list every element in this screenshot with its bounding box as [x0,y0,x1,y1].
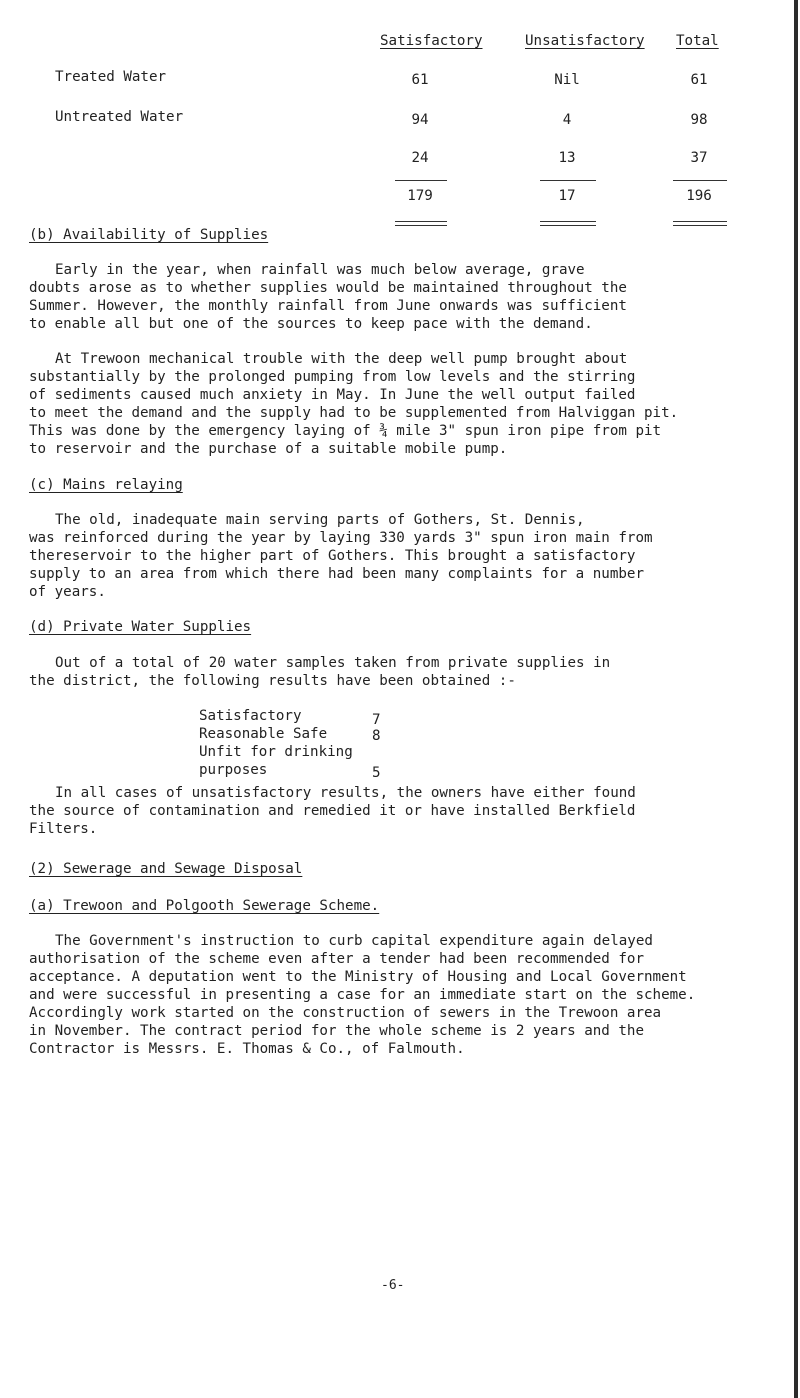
text-line: authorisation of the scheme even after a tender had been recommended for [29,951,644,967]
text-line: doubts arose as to whether supplies would be maintained throughout the [29,280,627,296]
text-line: In all cases of unsatisfactory results, the owners have either found [55,785,636,801]
text-line: was reinforced during the year by laying 330 yards 3" spun iron main from [29,530,653,546]
row-label-treated: Treated Water [55,69,167,85]
text-line: Filters. [29,821,98,837]
subtotal-rule [673,180,727,181]
cell: Nil [554,72,580,88]
text-line: the district, the following results have been obtained :- [29,673,516,689]
result-label: Reasonable Safe [199,726,328,742]
result-label: Satisfactory [199,708,302,724]
section-2a-heading: (a) Trewoon and Polgooth Sewerage Scheme. [29,898,380,914]
subtotal-rule [395,180,447,181]
row-label-untreated: Untreated Water [55,109,184,125]
text-line: and were successful in presenting a case for an immediate start on the scheme. [29,987,696,1003]
total-cell: 17 [558,188,576,204]
section-d-heading: (d) Private Water Supplies [29,619,252,635]
result-value: 5 [372,765,381,781]
total-double-rule [395,221,447,226]
text-line: Out of a total of 20 water samples taken from private supplies in [55,655,611,671]
text-line: Contractor is Messrs. E. Thomas & Co., of Falmouth. [29,1041,465,1057]
text-line: to reservoir and the purchase of a suitable mobile pump. [29,441,508,457]
header-unsatisfactory: Unsatisfactory [525,33,645,49]
text-line: This was done by the emergency laying of ¾ mile 3" spun iron pipe from pit [29,423,662,439]
total-double-rule [540,221,596,226]
result-label: purposes [199,762,268,778]
page-edge-shadow [794,0,798,1398]
text-line: thereservoir to the higher part of Gothers. This brought a satisfactory [29,548,636,564]
text-line: supply to an area from which there had been many complaints for a number [29,566,644,582]
header-total: Total [676,33,719,49]
text-line: The old, inadequate main serving parts of Gothers, St. Dennis, [55,512,585,528]
text-line: to meet the demand and the supply had to be supplemented from Halviggan pit. [29,405,679,421]
cell: 37 [690,150,708,166]
page-number: -6- [381,1278,405,1293]
total-cell: 179 [407,188,433,204]
text-line: the source of contamination and remedied it or have installed Berkfield [29,803,636,819]
subtotal-rule [540,180,596,181]
cell: 61 [690,72,708,88]
total-cell: 196 [686,188,712,204]
total-double-rule [673,221,727,226]
cell: 98 [690,112,708,128]
result-label: Unfit for drinking [199,744,353,760]
cell: 94 [411,112,429,128]
text-line: acceptance. A deputation went to the Ministry of Housing and Local Government [29,969,687,985]
cell: 61 [411,72,429,88]
cell: 13 [558,150,576,166]
text-line: Early in the year, when rainfall was much below average, grave [55,262,585,278]
text-line: of years. [29,584,106,600]
text-line: Accordingly work started on the construction of sewers in the Trewoon area [29,1005,662,1021]
text-line: At Trewoon mechanical trouble with the deep well pump brought about [55,351,628,367]
cell: 4 [562,112,572,128]
text-line: in November. The contract period for the whole scheme is 2 years and the [29,1023,644,1039]
cell: 24 [411,150,429,166]
text-line: of sediments caused much anxiety in May. In June the well output failed [29,387,636,403]
text-line: The Government's instruction to curb capital expenditure again delayed [55,933,653,949]
section-c-heading: (c) Mains relaying [29,477,183,493]
section-b-heading: (b) Availability of Supplies [29,227,269,243]
result-value: 8 [372,728,381,744]
result-value: 7 [372,712,381,728]
text-line: substantially by the prolonged pumping from low levels and the stirring [29,369,636,385]
header-satisfactory: Satisfactory [380,33,483,49]
text-line: to enable all but one of the sources to keep pace with the demand. [29,316,593,332]
section-2-heading: (2) Sewerage and Sewage Disposal [29,861,303,877]
text-line: Summer. However, the monthly rainfall from June onwards was sufficient [29,298,627,314]
